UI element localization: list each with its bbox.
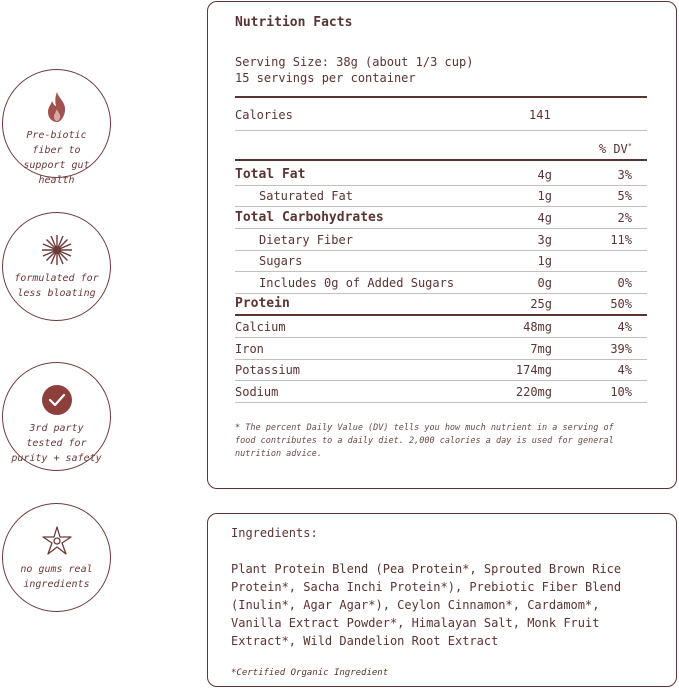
calories-value: 141 xyxy=(529,108,551,122)
organic-note: *Certified Organic Ingredient xyxy=(231,668,389,678)
badge-text: formulated for less bloating xyxy=(14,273,99,299)
nutrient-row xyxy=(235,273,647,293)
nutrient-amount: 0g xyxy=(537,276,552,290)
nutrient-row xyxy=(235,208,647,228)
divider xyxy=(235,96,647,98)
nutrition-facts-panel xyxy=(207,1,677,489)
nutrient-row xyxy=(235,382,647,402)
divider xyxy=(235,402,647,403)
nutrient-name: Calcium xyxy=(235,320,286,334)
badge-text: Pre-biotic fiber to support gut health xyxy=(23,130,90,186)
nutrient-amount: 1g xyxy=(537,189,552,203)
servings-per-container: 15 servings per container xyxy=(235,71,416,85)
nutrient-name: Total Carbohydrates xyxy=(235,210,384,225)
nutrient-amount: 48mg xyxy=(523,320,552,334)
nutrient-row xyxy=(235,186,647,206)
nutrient-amount: 1g xyxy=(537,254,552,268)
ingredients-text: Plant Protein Blend (Pea Protein*, Sprouted Brown Rice Protein*, Sacha Inchi Protein*), Prebiotic Fiber Blend (Inulin*, Agar Agar*), Ceylon Cinnamon*, Cardamom*, Vanilla Extract Powder*, Himalayan Salt, Monk Fruit Extract*, Wild Dandelion Root Extract xyxy=(231,562,622,648)
divider xyxy=(235,159,647,161)
badge-prebiotic xyxy=(2,69,111,186)
nutrient-row xyxy=(235,339,647,359)
dv-header: % DV* xyxy=(598,142,632,156)
nutrient-dv: 0% xyxy=(617,276,632,290)
badge-tested xyxy=(2,362,111,471)
nutrient-dv: 3% xyxy=(617,168,632,182)
nutrient-amount: 174mg xyxy=(515,363,552,377)
nutrient-name: Saturated Fat xyxy=(259,189,353,203)
nutrient-dv: 4% xyxy=(617,320,632,334)
serving-info xyxy=(235,54,473,86)
dv-header-row xyxy=(235,136,647,156)
divider xyxy=(235,228,647,229)
nutrient-amount: 4g xyxy=(537,168,552,182)
nutrient-dv: 50% xyxy=(610,297,632,311)
nutrient-row xyxy=(235,360,647,380)
divider xyxy=(235,380,647,381)
ingredients-panel xyxy=(207,513,677,687)
nutrient-name: Sugars xyxy=(259,254,303,268)
divider xyxy=(235,337,647,338)
flame-icon xyxy=(40,90,74,124)
nutrient-dv: 2% xyxy=(617,211,632,225)
nutrient-name: Includes 0g of Added Sugars xyxy=(259,276,455,290)
check-badge-icon xyxy=(40,383,74,417)
nutrient-dv: 4% xyxy=(617,363,632,377)
nutrient-row xyxy=(235,165,647,185)
nutrient-amount: 7mg xyxy=(530,342,552,356)
nutrient-amount: 220mg xyxy=(515,385,552,399)
nutrient-row xyxy=(235,317,647,337)
divider xyxy=(235,314,647,316)
divider xyxy=(235,206,647,207)
nutrient-name: Protein xyxy=(235,296,290,311)
ingredients-title: Ingredients: xyxy=(231,526,318,540)
nutrient-amount: 25g xyxy=(530,297,552,311)
dv-footnote: * The percent Daily Value (DV) tells you how much nutrient in a serving of food contributes to a daily diet. 2,000 calories a day is used for general nutrition advice. xyxy=(235,423,614,459)
nutrient-row xyxy=(235,230,647,250)
serving-size: Serving Size: 38g (about 1/3 cup) xyxy=(235,55,474,69)
nutrient-row xyxy=(235,294,647,314)
calories-label: Calories xyxy=(235,108,293,122)
calories-row xyxy=(235,105,647,125)
nutrient-name: Sodium xyxy=(235,385,279,399)
star-flower-icon xyxy=(40,524,74,558)
nutrient-amount: 4g xyxy=(537,211,552,225)
nutrient-dv: 10% xyxy=(610,385,632,399)
nutrient-name: Dietary Fiber xyxy=(259,233,353,247)
nutrient-dv: 11% xyxy=(610,233,632,247)
badge-text: 3rd party tested for purity + safety xyxy=(11,423,102,464)
nutrient-dv: 5% xyxy=(617,189,632,203)
nutrient-dv: 39% xyxy=(610,342,632,356)
divider xyxy=(235,130,647,131)
nutrient-amount: 3g xyxy=(537,233,552,247)
badge-no-gums xyxy=(2,503,111,612)
badge-bloating xyxy=(2,212,111,321)
nutrient-row xyxy=(235,251,647,271)
nutrient-name: Iron xyxy=(235,342,264,356)
badge-text: no gums real ingredients xyxy=(20,564,93,590)
nutrition-title: Nutrition Facts xyxy=(235,15,353,30)
divider xyxy=(235,271,647,272)
nutrient-name: Potassium xyxy=(235,363,301,377)
sunburst-icon xyxy=(40,233,74,267)
nutrient-name: Total Fat xyxy=(235,167,306,182)
